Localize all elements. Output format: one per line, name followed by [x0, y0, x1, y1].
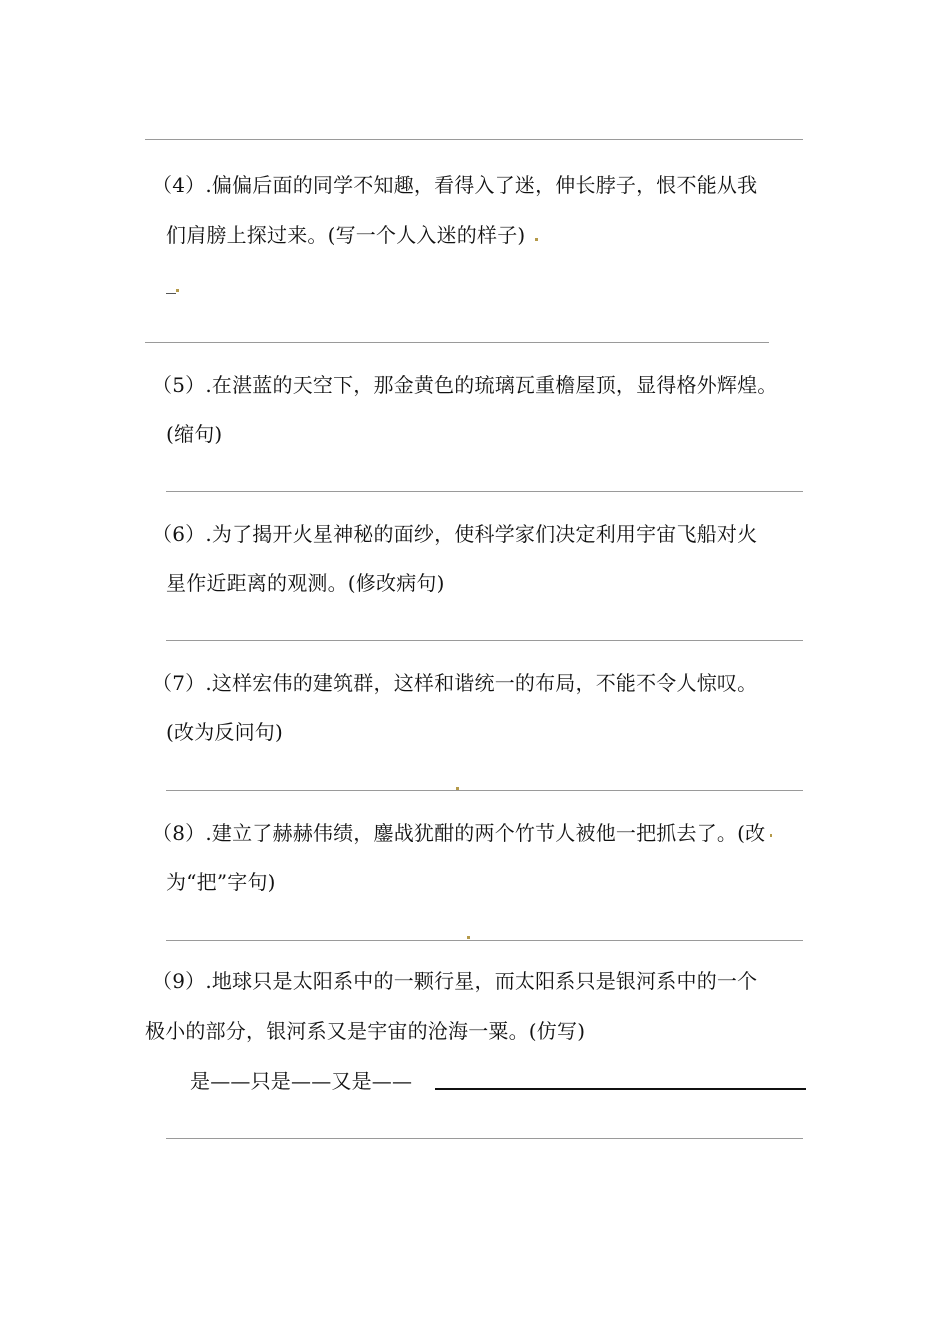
answer-line[interactable]: [145, 342, 769, 343]
question-5-line-2: (缩句): [166, 422, 223, 446]
question-4-text: 偏偏后面的同学不知趣，看得入了迷，伸长脖子，恨不能从我: [211, 173, 758, 197]
question-7-number: （7）.: [152, 671, 212, 695]
answer-line[interactable]: [145, 139, 803, 140]
question-6-line-1: [152, 521, 757, 547]
mark-dot: [535, 238, 538, 241]
question-4-line-1: [152, 172, 757, 198]
question-9-number: （9）.: [152, 969, 212, 993]
question-6-number: （6）.: [152, 522, 212, 546]
mark-dot: [456, 787, 459, 790]
answer-line[interactable]: [166, 491, 803, 492]
question-6-text: 为了揭开火星神秘的面纱，使科学家们决定利用宇宙飞船对火: [211, 522, 758, 546]
question-6-line-2: 星作近距离的观测。(修改病句): [166, 571, 445, 595]
question-5-line-1: [152, 372, 778, 398]
question-4-line-2: 们肩膀上探过来。(写一个人入迷的样子): [166, 223, 526, 247]
answer-line[interactable]: [166, 940, 803, 941]
question-5-number: （5）.: [152, 373, 212, 397]
question-9-text: 地球只是太阳系中的一颗行星，而太阳系只是银河系中的一个: [211, 969, 758, 993]
question-8-number: （8）.: [152, 821, 212, 845]
question-9-line-2: 极小的部分，银河系又是宇宙的沧海一粟。(仿写): [145, 1019, 586, 1043]
question-9-line-1: [152, 968, 757, 994]
question-7-line-2: (改为反问句): [166, 720, 284, 744]
question-8-line-1: [152, 820, 765, 846]
answer-line[interactable]: [166, 1138, 803, 1139]
answer-dash: [166, 293, 176, 294]
imitation-prompt: 是——只是——又是——: [190, 1069, 413, 1093]
mark-dot: [176, 289, 179, 292]
mark-dot: [770, 834, 772, 837]
question-4-number: （4）.: [152, 173, 212, 197]
question-8-line-2: 为“把”字句): [166, 870, 276, 894]
question-7-text: 这样宏伟的建筑群，这样和谐统一的布局，不能不令人惊叹。: [211, 671, 758, 695]
answer-line[interactable]: [166, 790, 803, 791]
question-5-text: 在湛蓝的天空下，那金黄色的琉璃瓦重檐屋顶，显得格外辉煌。: [211, 373, 778, 397]
imitation-answer-line[interactable]: [435, 1088, 806, 1090]
question-7-line-1: [152, 670, 757, 696]
question-8-text: 建立了赫赫伟绩，鏖战犹酣的两个竹节人被他一把抓去了。(改: [211, 821, 766, 845]
mark-dot: [467, 936, 470, 939]
answer-line[interactable]: [166, 640, 803, 641]
